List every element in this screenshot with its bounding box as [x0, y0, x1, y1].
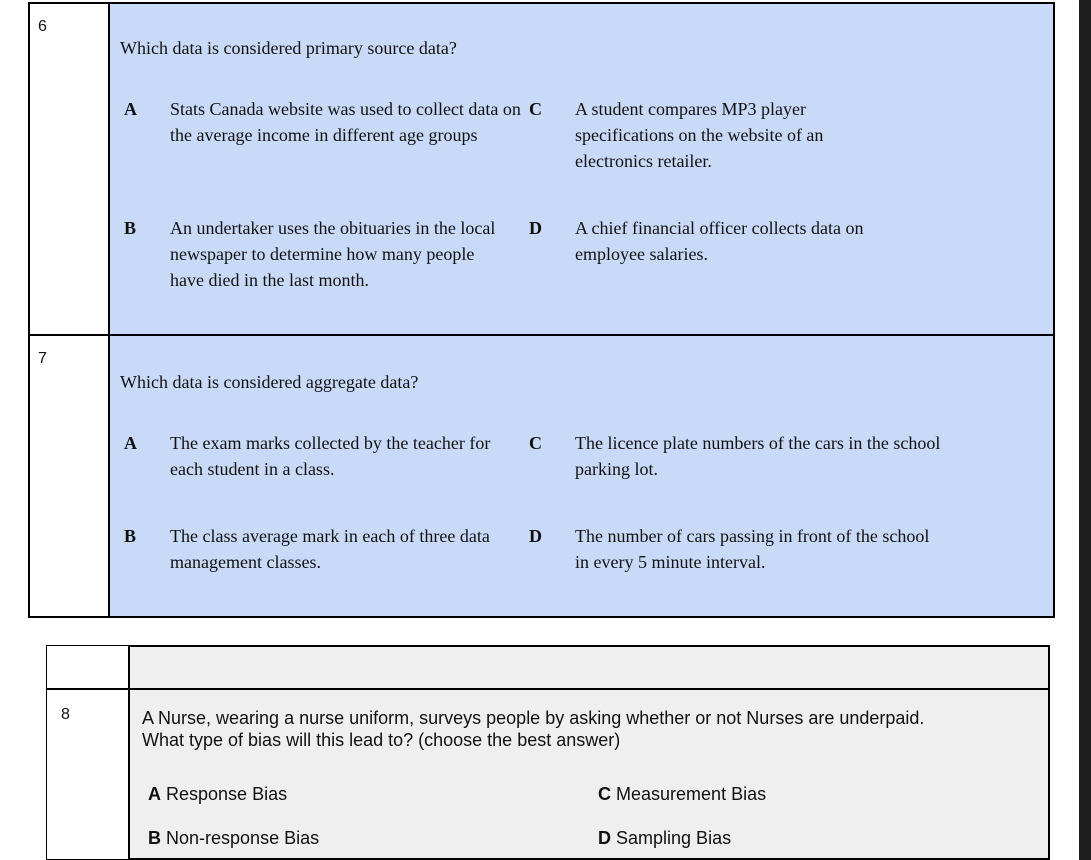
question-content-column: [128, 645, 1050, 860]
question-number-cell: [30, 4, 110, 334]
row-divider: [47, 688, 129, 690]
option-text: Non-response Bias: [166, 828, 320, 848]
vertical-scrollbar[interactable]: [1079, 0, 1091, 860]
option-text: The number of cars passing in front of the school in every 5 minute interval.: [575, 526, 930, 572]
questions-table-gray: [46, 645, 1050, 860]
option-letter: C: [598, 784, 611, 804]
option-letter: A: [124, 433, 137, 453]
option-letter: C: [529, 99, 542, 119]
question-number-column: [46, 645, 128, 860]
option-text: Stats Canada website was used to collect data on the average income in different age groups: [170, 99, 521, 145]
option-letter: B: [124, 526, 137, 546]
question-content-cell: [110, 336, 1053, 616]
question-content-cell: [110, 4, 1053, 334]
option-text: Response Bias: [166, 784, 288, 804]
option-c: [598, 784, 766, 805]
option-text: A student compares MP3 player specifications on the website of an electronics retailer.: [575, 99, 824, 171]
option-d: [598, 828, 731, 849]
question-number: 6: [38, 18, 47, 35]
question-row-7: [28, 334, 1055, 618]
option-text: Sampling Bias: [616, 828, 732, 848]
option-letter: D: [529, 218, 542, 238]
question-row-6: [28, 2, 1055, 336]
question-number: 7: [38, 350, 47, 367]
option-text: The exam marks collected by the teacher for each student in a class.: [170, 433, 491, 479]
option-letter: A: [124, 99, 137, 119]
option-text: An undertaker uses the obituaries in the local newspaper to determine how many people have died in the last month.: [170, 218, 496, 290]
option-text: The licence plate numbers of the cars in the school parking lot.: [575, 433, 941, 479]
option-letter: D: [598, 828, 611, 848]
question-number-cell: [30, 336, 110, 616]
option-b: [148, 828, 319, 849]
option-a: [148, 784, 287, 805]
question-number: 8: [61, 706, 70, 723]
question-prompt: Which data is considered aggregate data?: [120, 372, 419, 392]
option-letter: B: [148, 828, 161, 848]
option-letter: D: [529, 526, 542, 546]
question-prompt-line-1: A Nurse, wearing a nurse uniform, surveys people by asking whether or not Nurses are underpaid.: [142, 708, 925, 728]
option-text: A chief financial officer collects data on employee salaries.: [575, 218, 864, 264]
row-divider: [130, 688, 1048, 690]
option-letter: A: [148, 784, 161, 804]
question-prompt: Which data is considered primary source data?: [120, 38, 457, 58]
option-letter: C: [529, 433, 542, 453]
option-text: The class average mark in each of three data management classes.: [170, 526, 490, 572]
option-letter: B: [124, 218, 137, 238]
option-text: Measurement Bias: [616, 784, 767, 804]
question-prompt-line-2: What type of bias will this lead to? (choose the best answer): [142, 730, 621, 750]
questions-table-blue: [28, 2, 1055, 618]
